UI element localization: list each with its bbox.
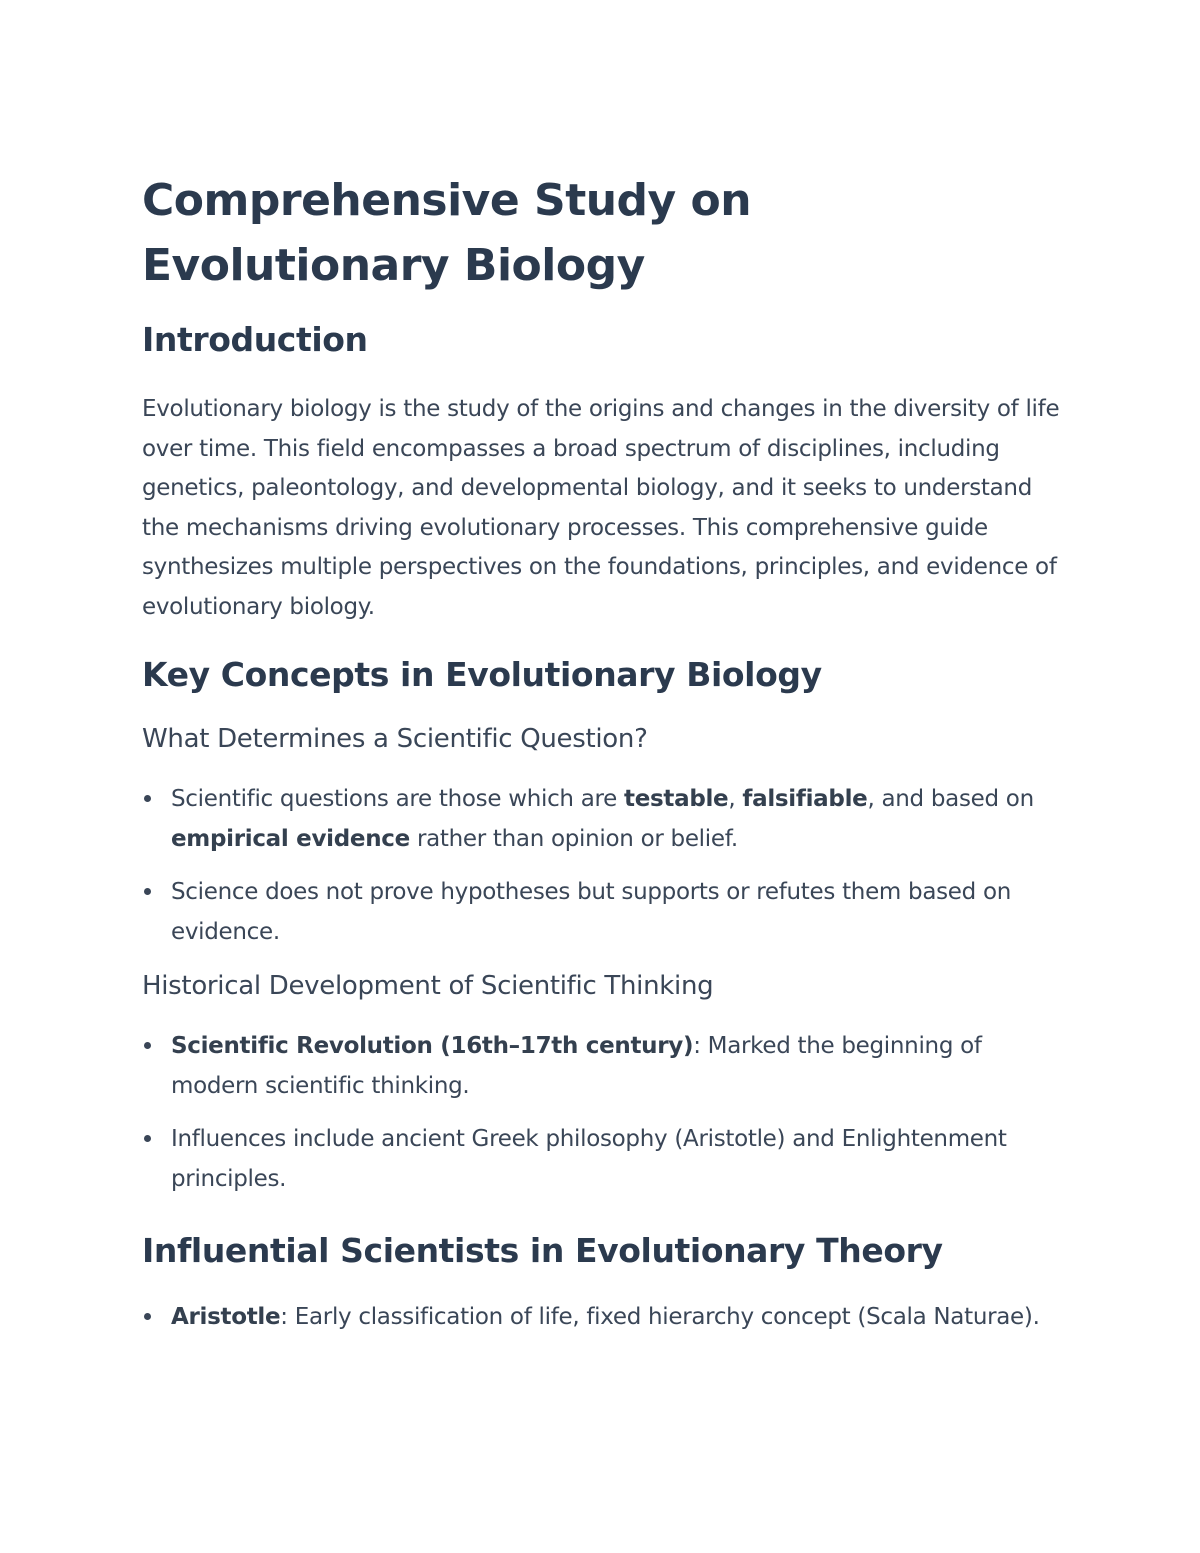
list-item-bold: empirical evidence [171,826,410,852]
bullet-icon [144,1135,151,1142]
list-item [142,1119,1062,1199]
list-item-bold: Scientific Revolution (16th–17th century) [171,1033,694,1059]
bullet-icon [144,1042,151,1049]
bullet-icon [144,1313,151,1320]
introduction-heading: Introduction [142,320,368,359]
list-item-bold: falsifiable [742,786,868,812]
document-content [142,168,1062,1337]
list-item-text: : Marked the beginning of modern scientific thinking. [171,1033,982,1099]
list-item-bold: Aristotle [171,1304,281,1330]
key-concepts-heading: Key Concepts in Evolutionary Biology [142,655,822,694]
bullet-icon [144,888,151,895]
list-item [142,779,1062,859]
list-item [142,1026,1062,1106]
list-item-bold: testable [624,786,729,812]
list-item-text: Scientific questions are those which are [171,786,625,812]
scientific-question-list [142,779,1062,952]
document-title: Comprehensive Study on Evolutionary Biology [142,175,752,291]
historical-development-heading: Historical Development of Scientific Thinking [142,971,714,1001]
historical-development-list [142,1026,1062,1199]
list-item [142,1297,1062,1337]
list-item-text: Science does not prove hypotheses but supports or refutes them based on evidence. [171,879,1012,945]
influential-scientists-list [142,1297,1062,1337]
list-item-text: rather than opinion or belief. [409,826,738,852]
list-item-text: , and based on [867,786,1034,812]
list-item-text: Influences include ancient Greek philosophy (Aristotle) and Enlightenment principles. [171,1126,1007,1192]
introduction-paragraph: Evolutionary biology is the study of the origins and changes in the diversity of life over time. This field encompasses a broad spectrum of disciplines, including genetics, paleontology, and developmental biology, and it seeks to understand the mechanisms driving evolutionary processes. This comprehensive guide synthesizes multiple perspectives on the foundations, principles, and evidence of evolutionary biology. [142,396,1060,620]
list-item [142,872,1062,952]
list-item-text: , [728,786,743,812]
scientific-question-heading: What Determines a Scientific Question? [142,724,648,754]
influential-scientists-heading: Influential Scientists in Evolutionary Theory [142,1231,943,1270]
list-item-text: : Early classification of life, fixed hierarchy concept (Scala Naturae). [280,1304,1040,1330]
bullet-icon [144,795,151,802]
